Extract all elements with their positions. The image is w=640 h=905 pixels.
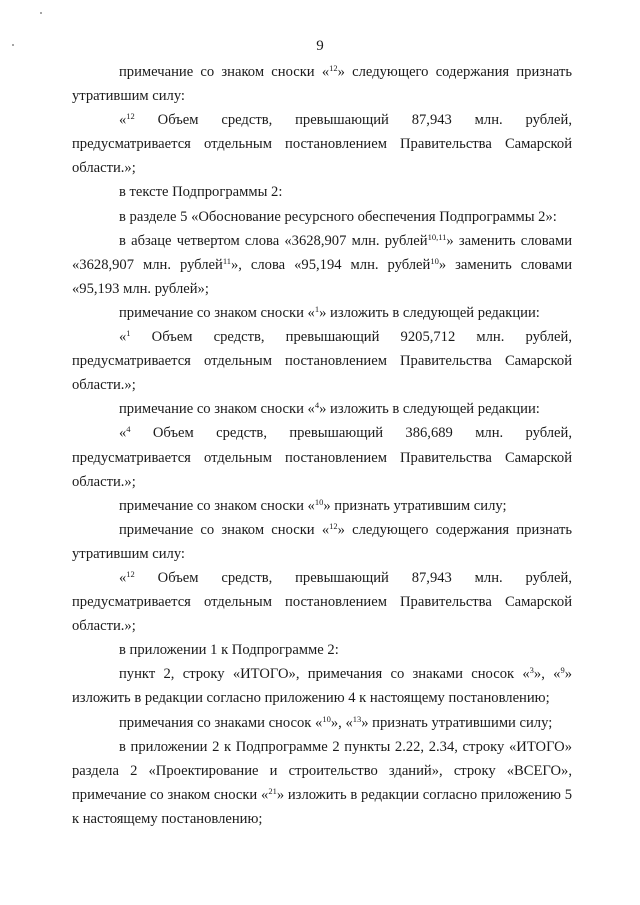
text-run: Объем средств, превышающий 9205,712 млн. рублей, предусматривается отдельным постановлением Правительства Самарской области.»; bbox=[72, 329, 572, 394]
footnote-marker: 12 bbox=[126, 568, 135, 579]
text-run: », « bbox=[330, 714, 353, 731]
text-run: » изложить в следующей редакции: bbox=[319, 401, 540, 418]
footnote-marker: 10 bbox=[314, 496, 324, 507]
paragraph bbox=[72, 638, 572, 662]
paragraph bbox=[72, 662, 572, 710]
footnote-marker: 12 bbox=[126, 111, 135, 122]
document-body bbox=[72, 60, 572, 831]
footnote-marker: 1 bbox=[126, 327, 131, 338]
footnote-marker: 4 bbox=[314, 400, 320, 411]
text-run: в приложении 1 к Подпрограмме 2: bbox=[119, 642, 339, 659]
text-run: « bbox=[119, 329, 127, 346]
paragraph bbox=[72, 518, 572, 566]
paragraph bbox=[72, 60, 572, 108]
footnote-marker: 9 bbox=[560, 665, 565, 676]
paragraph bbox=[72, 397, 572, 421]
text-run: « bbox=[119, 425, 127, 442]
paragraph bbox=[72, 735, 572, 831]
text-run: » изложить в следующей редакции: bbox=[319, 304, 540, 321]
text-run: в абзаце четвертом слова «3628,907 млн. рублей bbox=[119, 232, 428, 249]
paragraph bbox=[72, 325, 572, 397]
text-run: », слова «95,194 млн. рублей bbox=[231, 256, 431, 273]
text-run: в тексте Подпрограммы 2: bbox=[119, 184, 283, 201]
text-run: примечание со знаком сноски « bbox=[119, 401, 315, 418]
paragraph bbox=[72, 180, 572, 204]
text-run: » заменить словами «95,193 млн. рублей»; bbox=[72, 256, 573, 297]
footnote-marker: 4 bbox=[126, 424, 131, 435]
footnote-marker: 11 bbox=[222, 255, 231, 266]
footnote-marker: 21 bbox=[268, 785, 277, 796]
footnote-marker: 1 bbox=[314, 303, 320, 314]
page-number: 9 bbox=[316, 38, 324, 54]
paragraph bbox=[72, 229, 572, 301]
paragraph bbox=[72, 711, 572, 735]
text-run: » изложить в редакции согласно приложению 4 к настоящему постановлению; bbox=[72, 666, 573, 707]
text-run: примечания со знаками сносок « bbox=[119, 714, 323, 731]
text-run: Объем средств, превышающий 386,689 млн. рублей, предусматривается отдельным постановлением Правительства Самарской области.»; bbox=[72, 425, 572, 490]
paragraph bbox=[72, 421, 572, 493]
text-run: » следующего содержания признать утратившим силу: bbox=[72, 64, 572, 105]
footnote-marker: 12 bbox=[329, 62, 338, 73]
paragraph bbox=[72, 108, 572, 180]
text-run: примечание со знаком сноски « bbox=[119, 497, 315, 514]
footnote-marker: 10 bbox=[430, 255, 439, 266]
text-run: « bbox=[119, 569, 127, 586]
footnote-marker: 12 bbox=[329, 520, 338, 531]
footnote-marker: 10 bbox=[322, 713, 331, 724]
text-run: пункт 2, строку «ИТОГО», примечания со знаками сносок « bbox=[119, 666, 530, 683]
text-run: », « bbox=[533, 666, 561, 683]
text-run: примечание со знаком сноски « bbox=[119, 304, 315, 321]
text-run: в приложении 2 к Подпрограмме 2 пункты 2.22, 2.34, строку «ИТОГО» раздела 2 «Проектирование и строительство зданий», строку «ВСЕГО», примечание со знаком сноски « bbox=[72, 738, 572, 803]
text-run: » изложить в редакции согласно приложению 5 к настоящему постановлению; bbox=[72, 786, 573, 827]
paragraph bbox=[72, 205, 572, 229]
text-run: » заменить словами «3628,907 млн. рублей bbox=[72, 232, 572, 273]
text-run: примечание со знаком сноски « bbox=[119, 521, 330, 538]
text-run: примечание со знаком сноски « bbox=[119, 64, 330, 80]
paragraph bbox=[72, 301, 572, 325]
text-run: » признать утратившими силу; bbox=[361, 714, 553, 731]
text-run: » признать утратившим силу; bbox=[323, 497, 507, 514]
paragraph bbox=[72, 494, 572, 518]
text-run: Объем средств, превышающий 87,943 млн. рублей, предусматривается отдельным постановлением Правительства Самарской области.»; bbox=[72, 569, 572, 635]
text-run: Объем средств, превышающий 87,943 млн. рублей, предусматривается отдельным постановлением Правительства Самарской области.»; bbox=[72, 112, 572, 177]
footnote-marker: 13 bbox=[352, 713, 362, 724]
text-run: » следующего содержания признать утратившим силу: bbox=[72, 521, 572, 562]
scan-dot bbox=[40, 12, 42, 14]
text-run: « bbox=[119, 112, 127, 129]
footnote-marker: 10,11 bbox=[427, 231, 447, 242]
text-run: в разделе 5 «Обоснование ресурсного обеспечения Подпрограммы 2»: bbox=[119, 208, 557, 225]
paragraph bbox=[72, 566, 572, 638]
footnote-marker: 3 bbox=[529, 665, 534, 676]
